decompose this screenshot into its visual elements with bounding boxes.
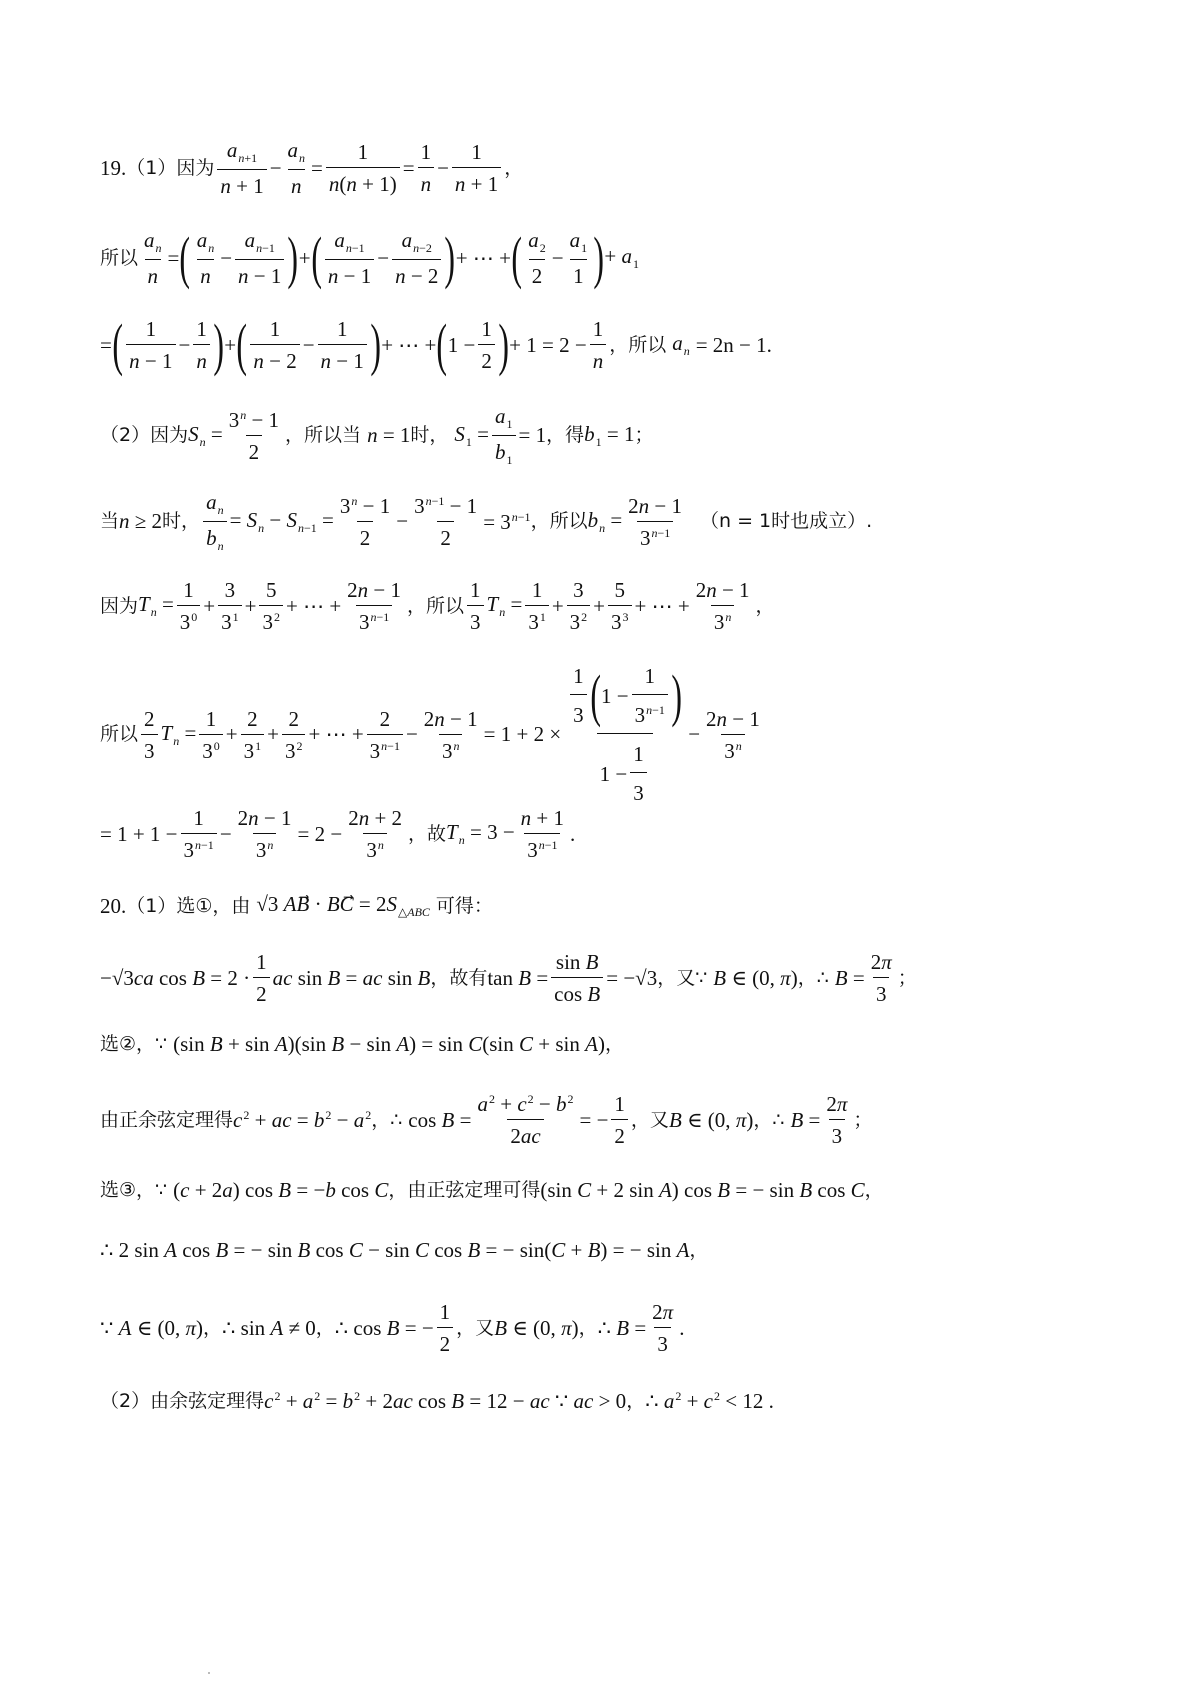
p19-part2-line5: = 1 + 1 − $\frac{1}{3^{n-1}}$ − $\frac{2n - 1}{3^n}$ = 2 − $\frac{2n + 2}{3^n}$ ，故 $T_n = 3$ − $\frac{n + 1}{3^{n-1}}$ . xyxy=(100,806,576,863)
frac-t-b: $\frac{3}{3^1}$ xyxy=(218,578,242,634)
frac-t1a: $\frac{a_n}{n}$ xyxy=(196,228,215,288)
p20-part1-tag: （1） xyxy=(126,894,177,917)
p19-part2-line1: （2） 因为 $S_n$ = $\frac{3^n - 1}{2}$ ，所以当 n = 1 时， $S_1$ = $\frac{a_1}{b_1}$ = 1 ，得 $b_1 = 1$ ； xyxy=(100,404,654,468)
frac-2pi3-b: $\frac{2\pi}{3}$ xyxy=(826,1092,848,1149)
p20-also: ，又∵ xyxy=(657,966,708,989)
frac-an-bn: $\frac{a_n}{b_n}$ xyxy=(203,490,227,554)
frac-t-e: $\frac{1}{3^1}$ xyxy=(525,578,549,634)
frac-t1b: $\frac{a_{n-1}}{n - 1}$ xyxy=(235,228,284,288)
p19-so2: ，所以 xyxy=(609,333,667,356)
p20-law-cos: 由正余弦定理得 xyxy=(100,1108,234,1131)
frac-v-d: $\frac{n + 1}{3^{n-1}}$ xyxy=(520,806,565,863)
frac-u-c: $\frac{2}{3^2}$ xyxy=(282,707,306,763)
p20-label: 20. xyxy=(100,893,127,918)
frac-cosB: $\frac{a^2 + c^2 - b^2}{2ac}$ xyxy=(477,1092,574,1149)
frac-a1-1: $\frac{a_1}{1}$ xyxy=(569,228,588,288)
p20-obtain: 可得： xyxy=(435,894,493,917)
p19-so3: ，所以 xyxy=(530,510,588,533)
frac-l3d: $\frac{1}{n - 1}$ xyxy=(318,317,367,373)
frac-3n-1: $\frac{3^{n-1} - 1}{2}$ xyxy=(414,493,478,550)
p19-when-n1: ，所以当 xyxy=(285,424,362,447)
p19-so5: 所以 xyxy=(100,723,139,746)
frac-t2a: $\frac{a_{n-1}}{n - 1}$ xyxy=(325,228,374,288)
frac-2pi3-c: $\frac{2\pi}{3}$ xyxy=(652,1300,674,1357)
frac-geom-1-3: $\frac{1}{3}$ xyxy=(570,664,587,727)
frac-l3a: $\frac{1}{n - 1}$ xyxy=(126,317,175,373)
p20-also2: ，又 xyxy=(630,1108,669,1131)
p19-when-n2-suffix: 时， xyxy=(162,510,201,533)
p19-when-n2: 当 xyxy=(100,510,120,533)
frac-v-c: $\frac{2n + 2}{3^n}$ xyxy=(348,806,403,863)
p19-so: 所以 xyxy=(100,246,139,269)
p20-part2-line1: （2） 由余弦定理得 $c^2 + a^2 = b^2 + 2ac$ cos B = 12 − ac ∵ ac > 0 ， ∴ $a^2 + c^2 < 12$ . xyxy=(100,1389,774,1413)
p19-label: 19. xyxy=(100,155,127,180)
p19-because: 因为 xyxy=(176,156,215,179)
frac-t-h: $\frac{2n - 1}{3^n}$ xyxy=(695,578,750,635)
frac-t-g: $\frac{5}{3^3}$ xyxy=(608,578,632,634)
frac-t-c: $\frac{5}{3^2}$ xyxy=(259,578,283,634)
frac-l3e: $\frac{1}{2}$ xyxy=(478,317,495,373)
p19-when-n1-suffix: 时， xyxy=(410,424,449,447)
frac-u-d: $\frac{2}{3^{n-1}}$ xyxy=(367,707,403,763)
speck xyxy=(208,1672,210,1674)
p20-hence-tan: ，故有 xyxy=(430,966,488,989)
frac-half: $\frac{1}{2}$ xyxy=(253,950,270,1006)
p20-choose3: 选③，∵ xyxy=(100,1179,168,1201)
p19-part2-line4: 所以 $\frac{2}{3}$ $T_n$ = $\frac{1}{3^0}$ + $\frac{2}{3^1}$ + $\frac{2}{3^2}$ + ⋯ + $\frac{2}{3^{n-1}}$ − $\frac{2n - 1}{3^n}$ = 1 + 2 × $\frac{1}{3}$ ( 1 − $\frac{1}{3^{n-1}}$ ) 1 − $\frac{1}{3}$ − $\frac{2n - 1}{3^n}$ xyxy=(100,664,766,806)
frac-l3c: $\frac{1}{n - 2}$ xyxy=(250,317,299,373)
frac-t-d: $\frac{2n - 1}{3^{n-1}}$ xyxy=(347,578,402,635)
frac-an1-over-n1: $\frac{a_{n+1}}{n + 1}$ xyxy=(217,138,266,198)
frac-1-over-n: $\frac{1}{n}$ xyxy=(418,140,435,196)
frac-2pi3-a: $\frac{2\pi}{3}$ xyxy=(870,950,892,1007)
frac-v-a: $\frac{1}{3^{n-1}}$ xyxy=(181,806,217,862)
p20-part1-line3: 选②，∵ (sin B + sin A)(sin B − sin A) = sin C(sin C + sin A) ， xyxy=(100,1032,624,1056)
p20-part2-tag: （2） xyxy=(100,1389,151,1412)
p19-result-an: = 2n − 1. xyxy=(695,332,772,357)
p20-part1-line7: ∵ A ∈ (0, π) ， ∴ sin A ≠ 0 ， ∴ cos B = − $\frac{1}{2}$ ，又 B ∈ (0, π) ， ∴ B = $\frac{2\pi}{3}$ . xyxy=(100,1300,685,1357)
frac-3n: $\frac{3^n - 1}{2}$ xyxy=(339,493,391,550)
frac-sn: $\frac{3^n - 1}{2}$ xyxy=(228,407,280,464)
frac-an-over-n: $\frac{a_n}{n}$ xyxy=(287,138,306,198)
p20-part1-line4: 由正余弦定理得 $c^2$ + ac = $b^2 - a^2$ ，∴ cos B = $\frac{a^2 + c^2 - b^2}{2ac}$ = − $\frac{1}{2}$ ，又 B ∈ (0, π) ，∴ B = $\frac{2\pi}{3}$ ； xyxy=(100,1092,873,1149)
frac-sin-cos: $\frac{\text{sin B}}{\text{cos B}}$ xyxy=(551,950,603,1006)
frac-v-b: $\frac{2n - 1}{3^n}$ xyxy=(237,806,292,863)
frac-half-b: $\frac{1}{2}$ xyxy=(611,1092,628,1148)
frac-1-over-n-n1: $\frac{1}{n(n + 1)}$ xyxy=(326,140,400,196)
p19-get: ，得 xyxy=(546,424,585,447)
frac-2-3: $\frac{2}{3}$ xyxy=(141,707,158,763)
frac-1-3: $\frac{1}{3}$ xyxy=(467,578,484,634)
frac-geom-den: $\frac{1}{3}$ xyxy=(630,742,647,805)
frac-l3f: $\frac{1}{n}$ xyxy=(590,317,607,373)
p20-part1-line6: ∴ 2 sin A cos B = − sin B cos C − sin C cos B = − sin(C + B) = − sin A ， xyxy=(100,1238,709,1262)
frac-u-e: $\frac{2n - 1}{3^n}$ xyxy=(423,706,478,763)
p20-part1-line5: 选③，∵ (c + 2a) cos B = −b cos C ，由正弦定理可得 (sin C + 2 sin A) cos B = − sin B cos C ， xyxy=(100,1178,884,1202)
frac-a2-2: $\frac{a_2}{2}$ xyxy=(528,228,546,288)
frac-half-c: $\frac{1}{2}$ xyxy=(437,1300,454,1356)
p19-n1-also: （n = 1时也成立）. xyxy=(700,510,873,533)
frac-u-f: $\frac{2n - 1}{3^n}$ xyxy=(706,706,760,763)
p19-part1-tag: （1） xyxy=(126,156,177,179)
p19-part1-line3: = ( $\frac{1}{n - 1}$ − $\frac{1}{n}$ ) + ( $\frac{1}{n - 2}$ − $\frac{1}{n - 1}$ ) + ⋯ + ( 1 − $\frac{1}{2}$ ) + 1 = 2 − $\frac{1}{n}$ ，所以 $a_n$ = 2n − 1. xyxy=(100,312,772,377)
p20-law-cos2: 由余弦定理得 xyxy=(150,1389,265,1412)
frac-bn: $\frac{2n - 1}{3^{n-1}}$ xyxy=(628,493,683,550)
p20-part1-line1: 20. （1） 选①，由 √3 AB⃗ · BC⃗ = $2S_{\triangle ABC}$ 可得： xyxy=(100,892,493,920)
p20-part1-line2: −√3ca cos B = 2 · $\frac{1}{2}$ ac sin B = ac sin B ，故有 tan B = $\frac{\text{sin B}}{\text{cos B}}$ = −√3 ，又∵ B ∈ (0, π) ，∴ B = $\frac{2\pi}{3}$ ； xyxy=(100,950,917,1007)
p20-law-sin: ，由正弦定理可得 xyxy=(388,1179,541,1201)
p19-because-2: 因为 xyxy=(150,424,189,447)
p19-part1-line2: 所以 $\frac{a_n}{n}$ = ( $\frac{a_n}{n}$ − $\frac{a_{n-1}}{n - 1}$ ) + ( $\frac{a_{n-1}}{n - 1}$ − $\frac{a_{n-2}}{n - 2}$ ) + ⋯ + ( $\frac{a_2}{2}$ − $\frac{a_1}{1}$ ) + $a_1$ xyxy=(100,225,640,291)
p20-choose1: 选①，由 xyxy=(176,894,251,917)
frac-geom: $\frac{1}{3}$ ( 1 − $\frac{1}{3^{n-1}}$ ) 1 − $\frac{1}{3}$ xyxy=(564,664,685,806)
frac-t-f: $\frac{3}{3^2}$ xyxy=(567,578,591,634)
frac-geom-inner: $\frac{1}{3^{n-1}}$ xyxy=(632,664,668,727)
p20-also3: ，又 xyxy=(456,1316,495,1339)
frac-1-over-n1: $\frac{1}{n + 1}$ xyxy=(452,140,501,196)
frac-u-b: $\frac{2}{3^1}$ xyxy=(241,707,265,763)
frac-a1-b1: $\frac{a_1}{b_1}$ xyxy=(492,404,516,468)
p19-part2-line3: 因为 $T_n$ = $\frac{1}{3^0}$ + $\frac{3}{3^1}$ + $\frac{5}{3^2}$ + ⋯ + $\frac{2n - 1}{3^{n-1}}$ ，所以 $\frac{1}{3}$ $T_n$ = $\frac{1}{3^1}$ + $\frac{3}{3^2}$ + $\frac{5}{3^3}$ + ⋯ + $\frac{2n - 1}{3^n}$ ， xyxy=(100,578,775,635)
p20-choose2: 选②，∵ xyxy=(100,1033,168,1055)
frac-t2b: $\frac{a_{n-2}}{n - 2}$ xyxy=(392,228,441,288)
p19-therefore: ，故 xyxy=(408,822,447,845)
p19-so4: ，所以 xyxy=(407,594,465,617)
p19-part2-tag: （2） xyxy=(100,424,151,447)
frac-u-a: $\frac{1}{3^0}$ xyxy=(199,707,223,763)
p19-part1-line1: 19. （1） 因为 $\frac{a_{n+1}}{n + 1}$ − $\frac{a_n}{n}$ = $\frac{1}{n(n + 1)}$ = $\frac{1}{n}$ − $\frac{1}{n + 1}$ ， xyxy=(100,138,524,198)
frac-l3b: $\frac{1}{n}$ xyxy=(193,317,210,373)
frac-t-a: $\frac{1}{3^0}$ xyxy=(177,578,201,634)
p19-part2-line2: 当 n ≥ 2 时， $\frac{a_n}{b_n}$ = $S_n - S_{n-1}$ = $\frac{3^n - 1}{2}$ − $\frac{3^{n-1} - 1}{2}$ = $3^{n-1}$ ，所以 $b_n$ = $\frac{2n - 1}{3^{n-1}}$ （n = 1时也成立）. xyxy=(100,490,873,554)
p19-because-t: 因为 xyxy=(100,594,139,617)
frac-an-n: $\frac{a_n}{n}$ xyxy=(144,228,162,288)
